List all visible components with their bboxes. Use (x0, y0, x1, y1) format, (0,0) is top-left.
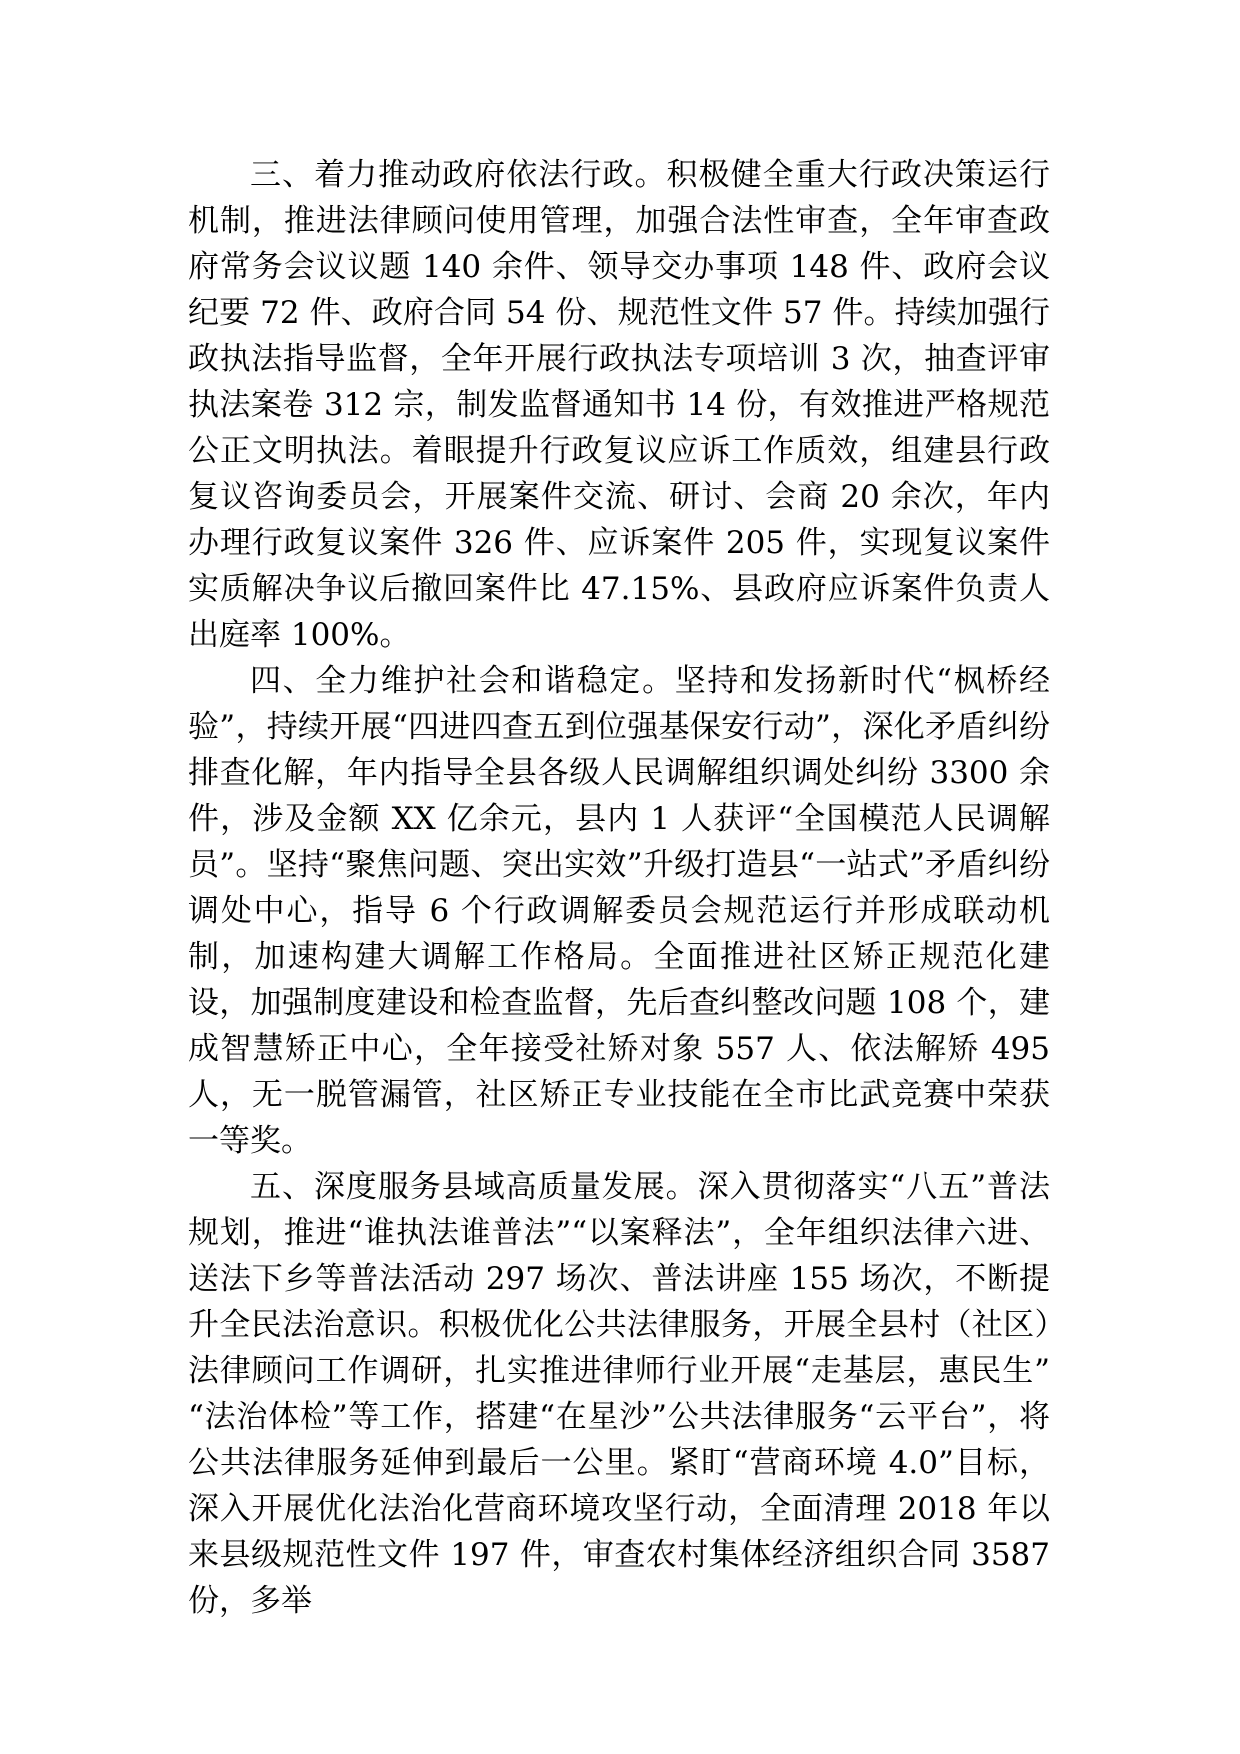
paragraph-administration: 三、着力推动政府依法行政。积极健全重大行政决策运行机制，推进法律顾问使用管理，加强合法性审查，全年审查政府常务会议议题 140 余件、领导交办事项 148 件、政府会议纪要 72 件、政府合同 54 份、规范性文件 57 件。持续加强行政执法指导监督，全年开展行政执法专项培训 3 次，抽查评审执法案卷 312 宗，制发监督通知书 14 份，有效推进严格规范公正文明执法。着眼提升行政复议应诉工作质效，组建县行政复议咨询委员会，开展案件交流、研讨、会商 20 余次，年内办理行政复议案件 326 件、应诉案件 205 件，实现复议案件实质解决争议后撤回案件比 47.15%、县政府应诉案件负责人出庭率 100%。 (188, 157, 1050, 653)
document-body (188, 152, 1050, 1624)
paragraph-social-stability: 四、全力维护社会和谐稳定。坚持和发扬新时代“枫桥经验”，持续开展“四进四查五到位强基保安行动”，深化矛盾纠纷排查化解，年内指导全县各级人民调解组织调处纠纷 3300 余件，涉及金额 XX 亿余元，县内 1 人获评“全国模范人民调解员”。坚持“聚焦问题、突出实效”升级打造县“一站式”矛盾纠纷调处中心，指导 6 个行政调解委员会规范运行并形成联动机制，加速构建大调解工作格局。全面推进社区矫正规范化建设，加强制度建设和检查监督，先后查纠整改问题 108 个，建成智慧矫正中心，全年接受社矫对象 557 人、依法解矫 495 人，无一脱管漏管，社区矫正专业技能在全市比武竞赛中荣获一等奖。 (188, 663, 1050, 1159)
paragraph-county-development: 五、深度服务县域高质量发展。深入贯彻落实“八五”普法规划，推进“谁执法谁普法”“以案释法”，全年组织法律六进、送法下乡等普法活动 297 场次、普法讲座 155 场次，不断提升全民法治意识。积极优化公共法律服务，开展全县村（社区）法律顾问工作调研，扎实推进律师行业开展“走基层，惠民生” “法治体检”等工作，搭建“在星沙”公共法律服务“云平台”，将公共法律服务延伸到最后一公里。紧盯“营商环境 4.0”目标，深入开展优化法治化营商环境攻坚行动，全面清理 2018 年以来县级规范性文件 197 件，审查农村集体经济组织合同 3587 份，多举 (188, 1169, 1050, 1619)
